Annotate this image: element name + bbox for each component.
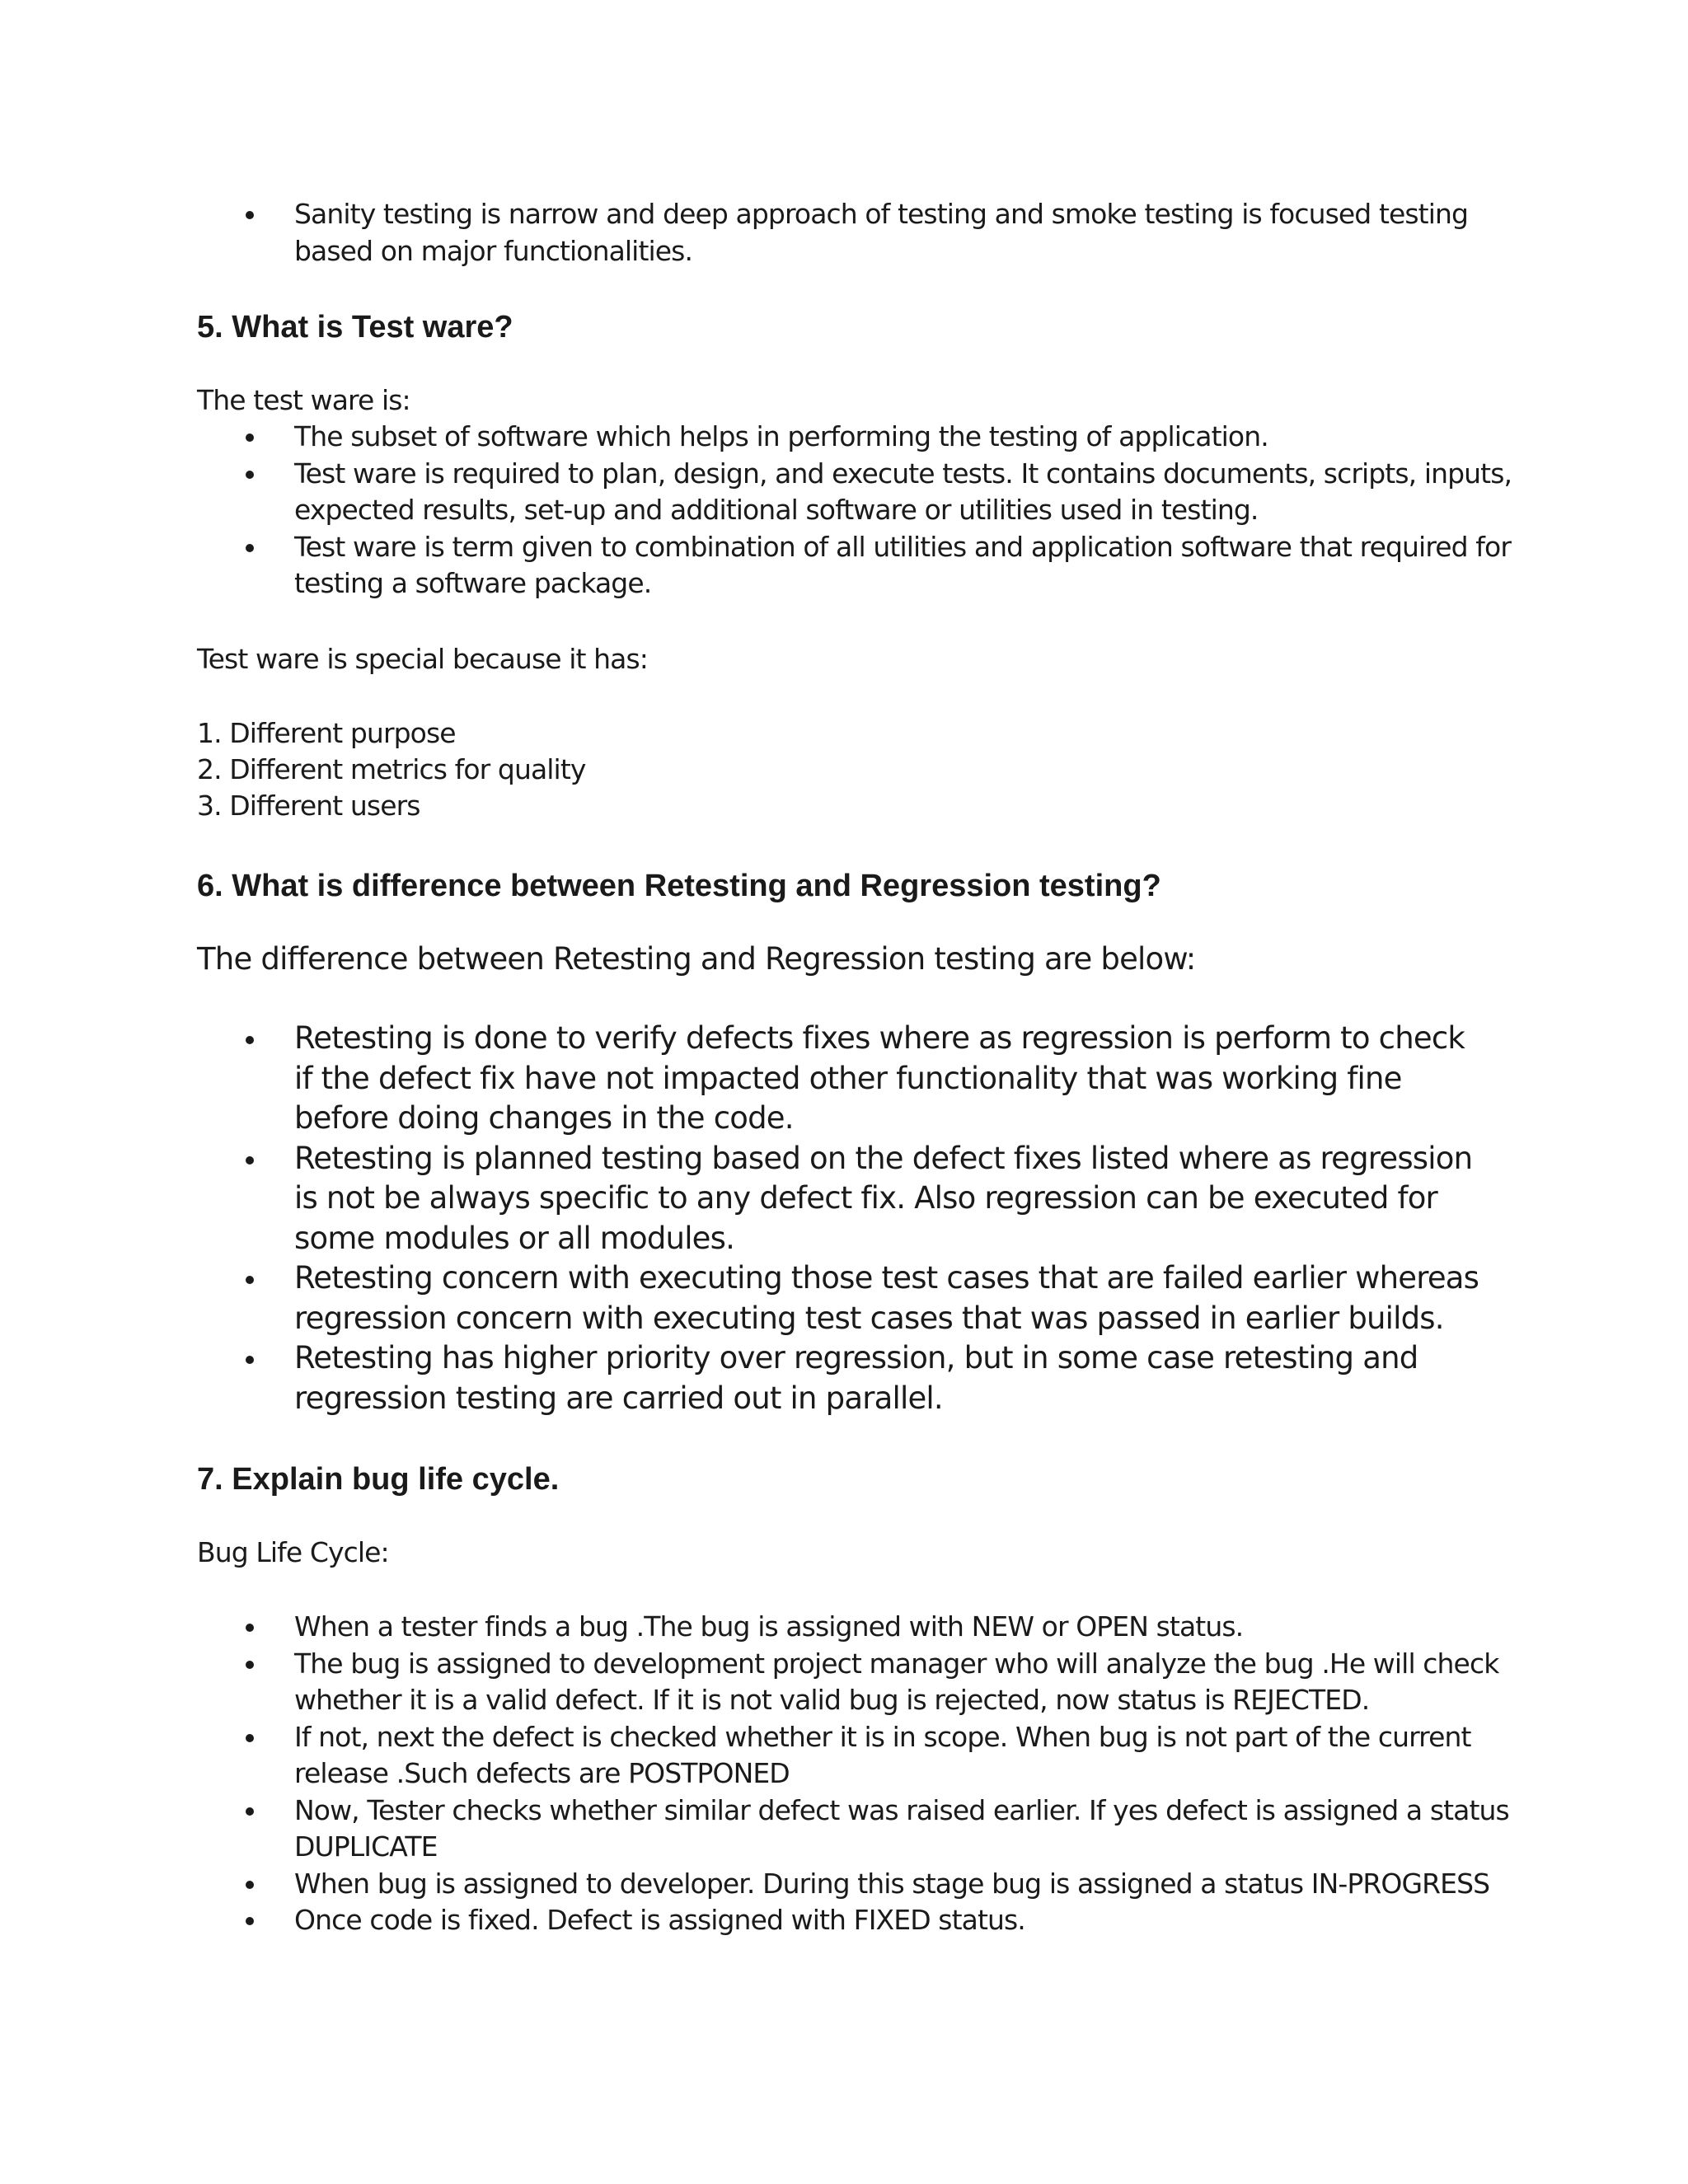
numbered-item: 2. Different metrics for quality: [197, 753, 586, 785]
list-item-text: The bug is assigned to development project manager who will analyze the bug .He will check whether it is a valid defect. If it is not valid bug is rejected, now status is REJECTED.: [294, 1647, 1499, 1716]
list-item: [0, 1609, 1514, 1646]
list-item: [0, 1139, 1481, 1259]
list-item-text: Retesting has higher priority over regression, but in some case retesting and regression testing are carried out in parallel.: [294, 1340, 1418, 1416]
bullet-icon: [246, 1807, 254, 1816]
section-5-heading: 5. What is Test ware?: [197, 310, 513, 344]
section-5-bullet-list: [0, 419, 1514, 602]
list-item-text: Retesting is planned testing based on the defect fixes listed where as regression is not be always specific to any defect fix. Also regression can be executed for some modules or all modules.: [294, 1140, 1473, 1256]
list-item: [0, 196, 1514, 269]
list-item: [0, 1258, 1481, 1338]
bullet-icon: [246, 1734, 254, 1742]
list-item: [0, 1338, 1481, 1418]
list-item-text: When bug is assigned to developer. During this stage bug is assigned a status IN-PROGRESS: [294, 1867, 1490, 1900]
bullet-icon: [246, 544, 254, 552]
bullet-icon: [246, 1156, 254, 1165]
bullet-icon: [246, 1356, 254, 1364]
list-item-text: When a tester finds a bug .The bug is assigned with NEW or OPEN status.: [294, 1610, 1244, 1643]
bullet-icon: [246, 1276, 254, 1284]
list-item-text: The subset of software which helps in performing the testing of application.: [294, 420, 1268, 452]
list-item: [0, 529, 1514, 602]
list-item: [0, 1902, 1514, 1939]
bullet-icon: [246, 1661, 254, 1669]
numbered-item: 1. Different purpose: [197, 717, 456, 749]
bullet-icon: [246, 434, 254, 442]
bullet-icon: [246, 211, 254, 219]
bullet-icon: [246, 1881, 254, 1889]
section-6-heading: 6. What is difference between Retesting and Regression testing?: [197, 869, 1161, 903]
list-item-text: Once code is fixed. Defect is assigned with FIXED status.: [294, 1904, 1025, 1936]
list-item-text: Now, Tester checks whether similar defect was raised earlier. If yes defect is assigned a status DUPLICATE: [294, 1793, 1509, 1863]
list-item-text: Retesting is done to verify defects fixes where as regression is perform to check if the defect fix have not impacted other functionality that was working fine before doing changes in the code.: [294, 1020, 1465, 1136]
bullet-icon: [246, 1036, 254, 1044]
section-5-numbered-list: [197, 715, 586, 824]
bullet-icon: [246, 1917, 254, 1925]
list-item-text: Test ware is term given to combination of all utilities and application software that required for testing a software package.: [294, 530, 1511, 599]
list-item: [0, 1646, 1514, 1719]
numbered-item: 3. Different users: [197, 790, 420, 822]
section-7-heading: 7. Explain bug life cycle.: [197, 1462, 560, 1497]
section-7-bullet-list: [0, 1609, 1514, 1939]
list-item: [0, 456, 1514, 529]
list-item-text: Retesting concern with executing those test cases that are failed earlier whereas regression concern with executing test cases that was passed in earlier builds.: [294, 1260, 1479, 1336]
list-item-text: If not, next the defect is checked whether it is in scope. When bug is not part of the current release .Such defects are POSTPONED: [294, 1720, 1471, 1789]
list-item-text: Test ware is required to plan, design, and execute tests. It contains documents, scripts, inputs, expected results, set-up and additional software or utilities used in testing.: [294, 457, 1512, 526]
section-5-intro: The test ware is:: [197, 384, 410, 416]
section-6-bullet-list: [0, 1019, 1481, 1418]
bullet-icon: [246, 1624, 254, 1632]
list-item: [0, 1866, 1514, 1903]
list-item: [0, 1019, 1481, 1139]
section-7-intro: Bug Life Cycle:: [197, 1536, 389, 1568]
carryover-bullet-list: [0, 196, 1514, 269]
list-item-text: Sanity testing is narrow and deep approach of testing and smoke testing is focused testing based on major functionalities.: [294, 198, 1469, 267]
section-5-special-intro: Test ware is special because it has:: [197, 643, 648, 675]
section-6-intro: The difference between Retesting and Regression testing are below:: [197, 941, 1196, 977]
list-item: [0, 1793, 1514, 1866]
list-item: [0, 1719, 1514, 1793]
list-item: [0, 419, 1514, 456]
bullet-icon: [246, 471, 254, 479]
